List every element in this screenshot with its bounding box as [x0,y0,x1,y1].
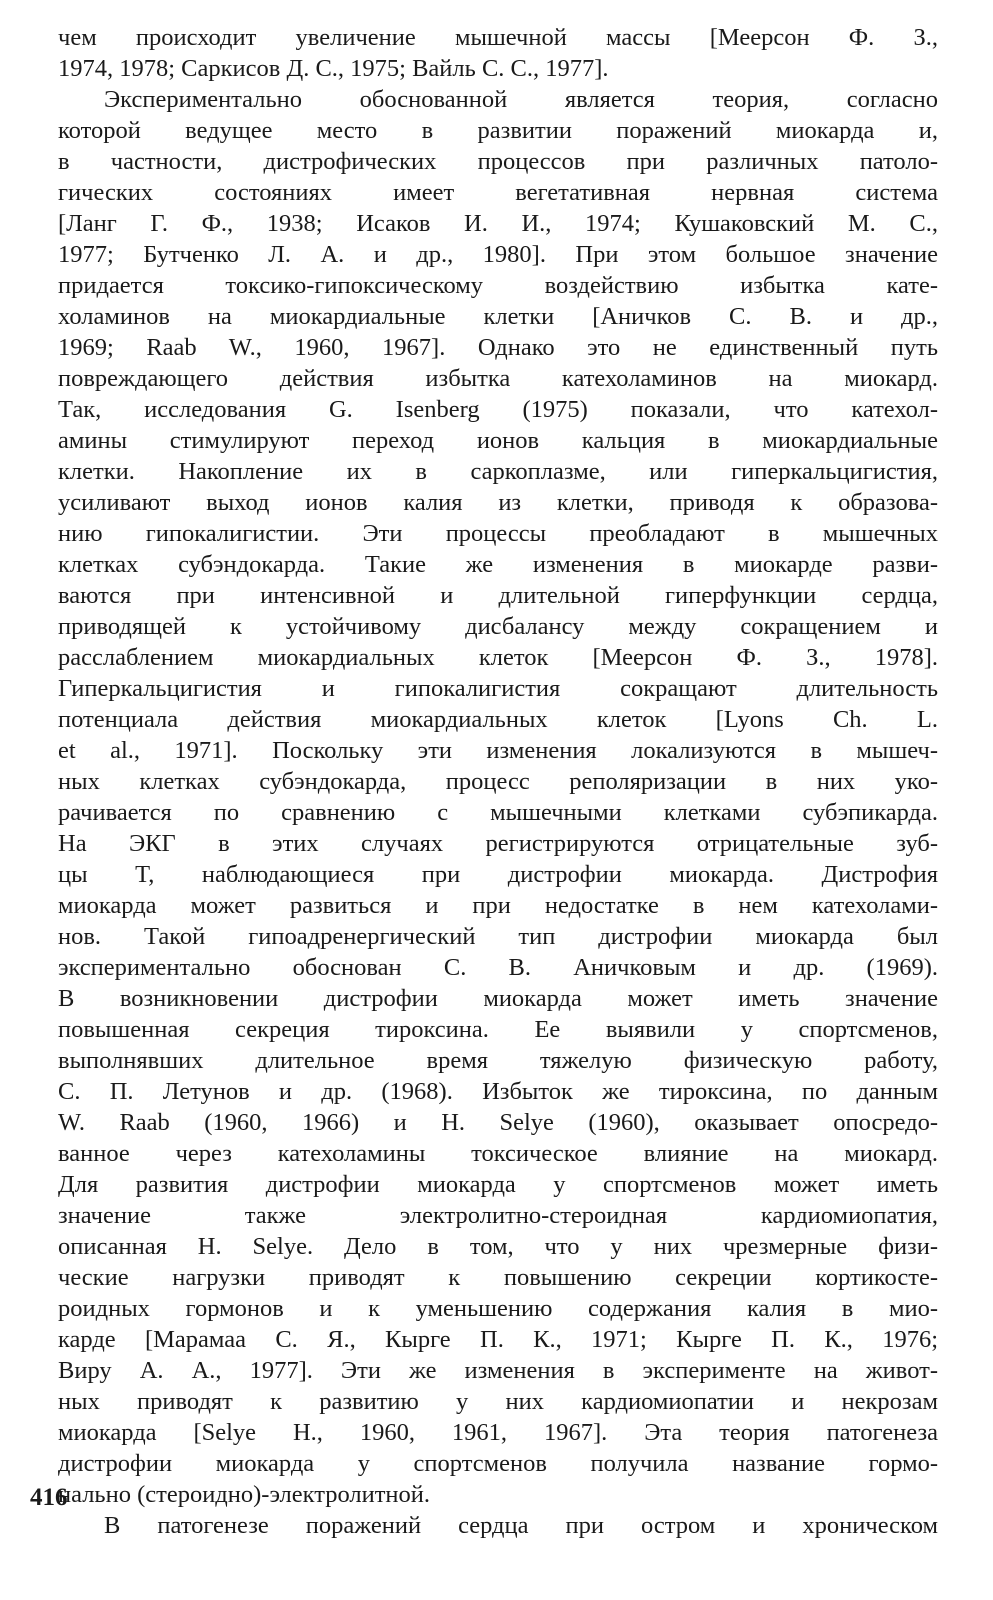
text-line: повреждающего действия избытка катехоламинов на миокард. [58,365,938,392]
text-line: описанная H. Selye. Дело в том, что у них чрезмерные физи- [58,1233,938,1260]
text-line: нию гипокалигистии. Эти процессы преобладают в мышечных [58,520,938,547]
page-text-body [58,22,938,1541]
text-line: ных клетках субэндокарда, процесс реполяризации в них уко- [58,768,938,795]
text-line: придается токсико-гипоксическому воздействию избытка кате- [58,272,938,299]
text-line: холаминов на миокардиальные клетки [Аничков С. В. и др., [58,303,938,330]
text-line: чем происходит увеличение мышечной массы [Меерсон Ф. З., [58,24,938,51]
page-number: 416 [30,1484,68,1511]
text-line: в частности, дистрофических процессов при различных патоло- [58,148,938,175]
text-line: клетках субэндокарда. Такие же изменения в миокарде разви- [58,551,938,578]
text-line: потенциала действия миокардиальных клеток [Lyons Ch. L. [58,706,938,733]
text-line: ческие нагрузки приводят к повышению секреции кортикосте- [58,1264,938,1291]
text-line: повышенная секреция тироксина. Ее выявили у спортсменов, [58,1016,938,1043]
text-line: На ЭКГ в этих случаях регистрируются отрицательные зуб- [58,830,938,857]
text-line: значение также электролитно-стероидная кардиомиопатия, [58,1202,938,1229]
text-line: 1969; Raab W., 1960, 1967]. Однако это не единственный путь [58,334,938,361]
text-line: расслаблением миокардиальных клеток [Меерсон Ф. З., 1978]. [58,644,938,671]
text-line: клетки. Накопление их в саркоплазме, или гиперкальцигистия, [58,458,938,485]
text-line: Для развития дистрофии миокарда у спортсменов может иметь [58,1171,938,1198]
text-line: нально (стероидно)-электролитной. [58,1481,431,1508]
text-line: карде [Марамаа С. Я., Кырге П. К., 1971; Кырге П. К., 1976; [58,1326,938,1353]
text-line: В патогенезе поражений сердца при остром и хроническом [104,1512,938,1539]
text-line: рачивается по сравнению с мышечными клетками субэпикарда. [58,799,938,826]
text-line: ных приводят к развитию у них кардиомиопатии и некрозам [58,1388,938,1415]
text-line: 1974, 1978; Саркисов Д. С., 1975; Вайль С. С., 1977]. [58,55,609,82]
text-line: Так, исследования G. Isenberg (1975) показали, что катехол- [58,396,938,423]
text-line: С. П. Летунов и др. (1968). Избыток же тироксина, по данным [58,1078,938,1105]
text-line: [Ланг Г. Ф., 1938; Исаков И. И., 1974; Кушаковский М. С., [58,210,938,237]
text-line: экспериментально обоснован С. В. Аничковым и др. (1969). [58,954,938,981]
text-line: дистрофии миокарда у спортсменов получила название гормо- [58,1450,938,1477]
text-line: ванное через катехоламины токсическое влияние на миокард. [58,1140,938,1167]
text-line: роидных гормонов и к уменьшению содержания калия в мио- [58,1295,938,1322]
text-line: цы T, наблюдающиеся при дистрофии миокарда. Дистрофия [58,861,938,888]
text-line: 1977; Бутченко Л. А. и др., 1980]. При этом большое значение [58,241,938,268]
text-line: Виру А. А., 1977]. Эти же изменения в эксперименте на живот- [58,1357,938,1384]
text-line: которой ведущее место в развитии поражений миокарда и, [58,117,938,144]
text-line: W. Raab (1960, 1966) и H. Selye (1960), оказывает опосредо- [58,1109,938,1136]
text-line: ваются при интенсивной и длительной гиперфункции сердца, [58,582,938,609]
text-line: амины стимулируют переход ионов кальция в миокардиальные [58,427,938,454]
text-line: усиливают выход ионов калия из клетки, приводя к образова- [58,489,938,516]
text-line: выполнявших длительное время тяжелую физическую работу, [58,1047,938,1074]
text-line: нов. Такой гипоадренергический тип дистрофии миокарда был [58,923,938,950]
text-line: et al., 1971]. Поскольку эти изменения локализуются в мышеч- [58,737,938,764]
text-line: Экспериментально обоснованной является теория, согласно [104,86,938,113]
text-line: миокарда может развиться и при недостатке в нем катехолами- [58,892,938,919]
text-line: гических состояниях имеет вегетативная нервная система [58,179,938,206]
text-line: миокарда [Selye H., 1960, 1961, 1967]. Эта теория патогенеза [58,1419,938,1446]
text-line: В возникновении дистрофии миокарда может иметь значение [58,985,938,1012]
text-line: приводящей к устойчивому дисбалансу между сокращением и [58,613,938,640]
text-line: Гиперкальцигистия и гипокалигистия сокращают длительность [58,675,938,702]
